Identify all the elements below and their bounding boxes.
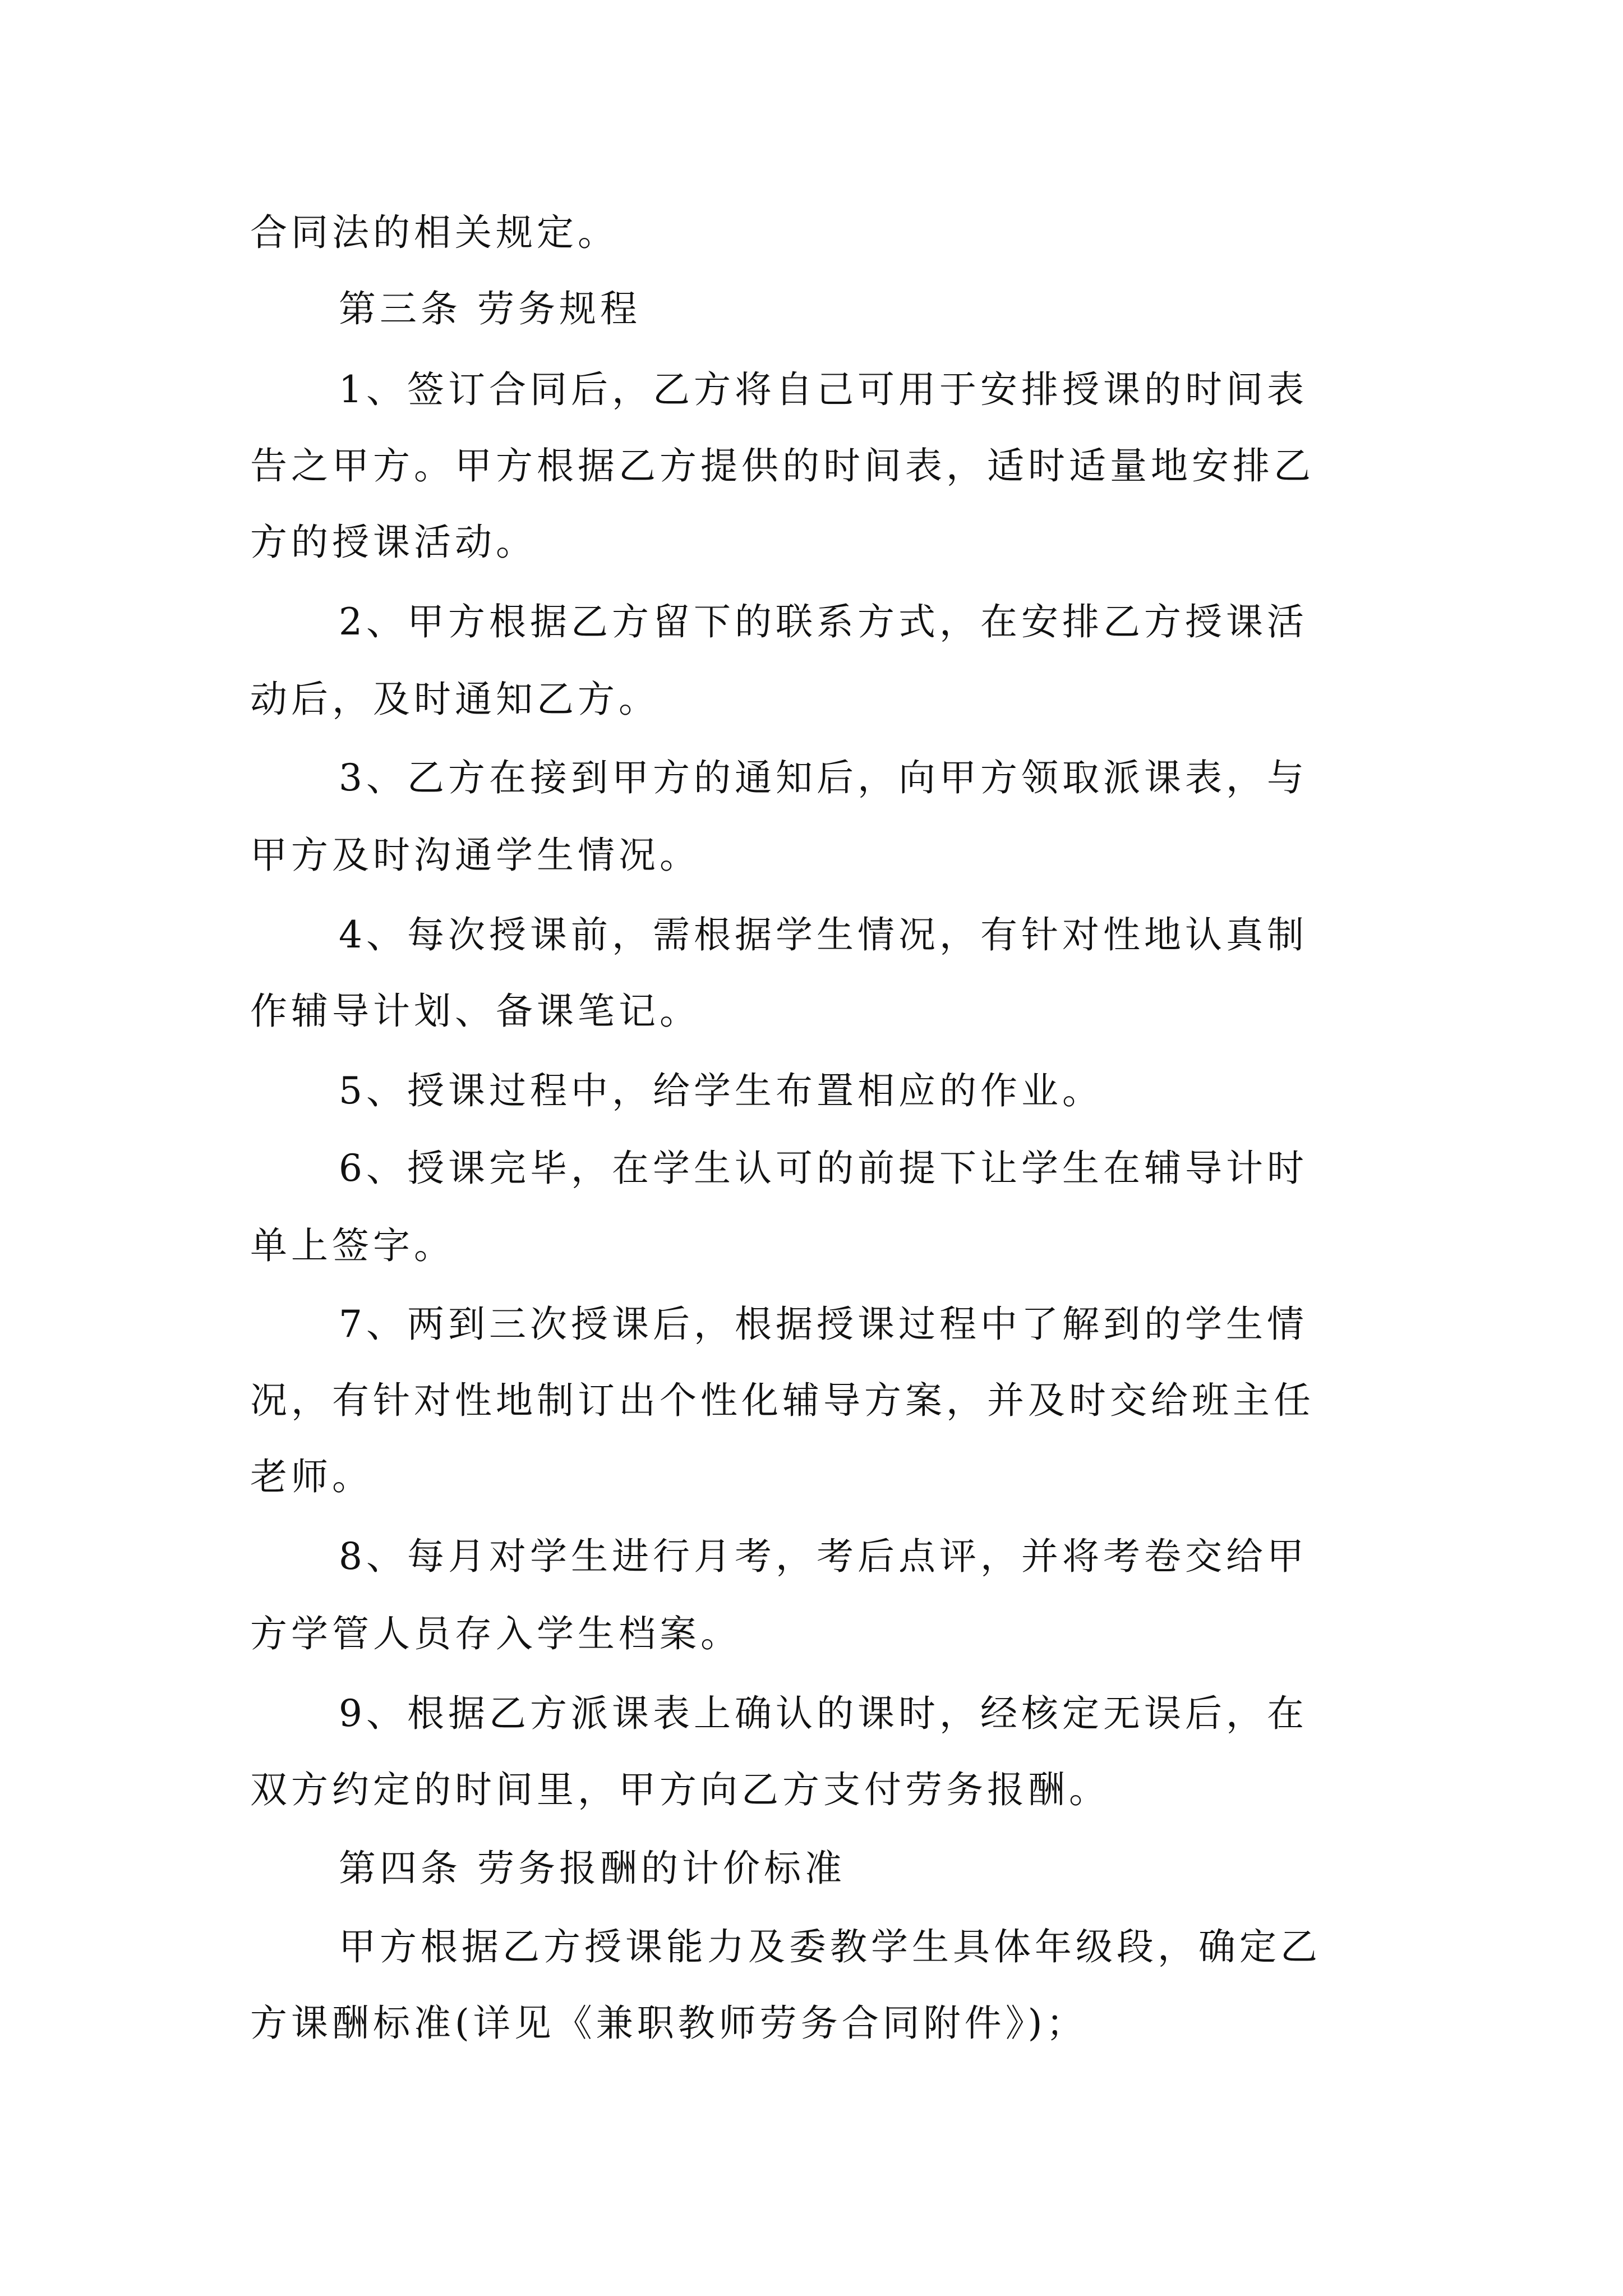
section-heading: 第三条 劳务规程 bbox=[339, 287, 641, 330]
text-line: 况，有针对性地制订出个性化辅导方案，并及时交给班主任 bbox=[250, 1379, 1315, 1422]
text-line: 4、每次授课前，需根据学生情况，有针对性地认真制 bbox=[339, 913, 1308, 956]
text-line: 单上签字。 bbox=[250, 1224, 455, 1267]
section-heading: 第四条 劳务报酬的计价标准 bbox=[339, 1847, 846, 1890]
text-line: 方学管人员存入学生档案。 bbox=[250, 1612, 741, 1655]
text-line: 9、根据乙方派课表上确认的课时，经核定无误后，在 bbox=[339, 1692, 1308, 1735]
text-line: 2、甲方根据乙方留下的联系方式，在安排乙方授课活 bbox=[339, 600, 1308, 643]
text-line: 老师。 bbox=[250, 1455, 373, 1498]
text-line: 甲方根据乙方授课能力及委教学生具体年级段，确定乙 bbox=[339, 1925, 1321, 1968]
text-line: 6、授课完毕，在学生认可的前提下让学生在辅导计时 bbox=[339, 1147, 1308, 1190]
text-line: 告之甲方。甲方根据乙方提供的时间表，适时适量地安排乙 bbox=[250, 444, 1315, 487]
text-line: 合同法的相关规定。 bbox=[250, 211, 619, 254]
text-line: 方的授课活动。 bbox=[250, 521, 537, 564]
text-line: 双方约定的时间里，甲方向乙方支付劳务报酬。 bbox=[250, 1768, 1110, 1811]
text-line: 方课酬标准(详见《兼职教师劳务合同附件》)； bbox=[250, 2001, 1087, 2045]
text-line: 甲方及时沟通学生情况。 bbox=[250, 834, 700, 877]
text-line: 8、每月对学生进行月考，考后点评，并将考卷交给甲 bbox=[339, 1535, 1308, 1578]
text-line: 1、签订合同后，乙方将自己可用于安排授课的时间表 bbox=[339, 368, 1308, 411]
text-line: 3、乙方在接到甲方的通知后，向甲方领取派课表，与 bbox=[339, 756, 1308, 799]
text-line: 作辅导计划、备课笔记。 bbox=[250, 990, 700, 1033]
text-line: 7、两到三次授课后，根据授课过程中了解到的学生情 bbox=[339, 1303, 1308, 1346]
text-line: 动后，及时通知乙方。 bbox=[250, 678, 660, 721]
text-line: 5、授课过程中，给学生布置相应的作业。 bbox=[339, 1069, 1103, 1112]
